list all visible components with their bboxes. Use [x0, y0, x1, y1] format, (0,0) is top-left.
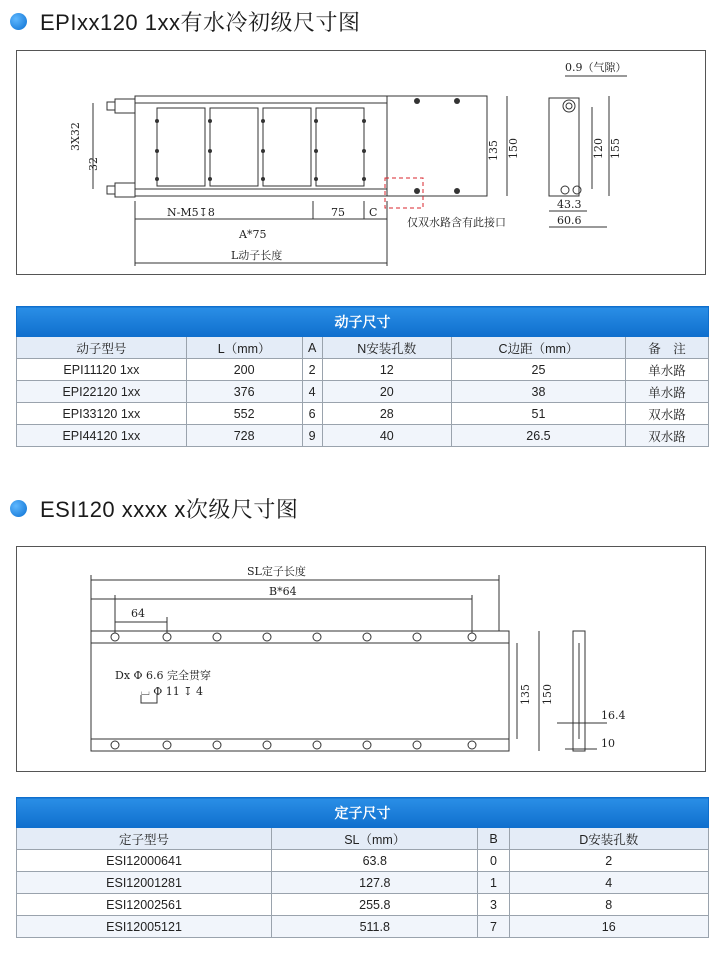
dim-120: 120 [592, 138, 605, 159]
header-cell: C边距（mm） [451, 337, 625, 359]
dim-150: 150 [507, 138, 520, 159]
dim-75: 75 [331, 206, 345, 219]
table-header-row [17, 337, 709, 359]
primary-drawing [16, 50, 706, 275]
dim-135: 135 [519, 684, 532, 705]
dim-60-6: 60.6 [557, 214, 582, 227]
header-cell: 备 注 [626, 337, 709, 359]
section2-title: ESI120 xxxx x次级尺寸图 [40, 496, 299, 522]
dim-155: 155 [609, 138, 622, 159]
mover-table [16, 306, 709, 447]
interface-note: 仅双水路含有此接口 [407, 216, 506, 229]
stator-table [16, 797, 709, 938]
section2-heading [10, 493, 298, 523]
table-row: ESI12000641 63.8 0 2 [17, 850, 709, 872]
hole-label: N-M5↧8 [167, 206, 215, 219]
dim-a75: A*75 [239, 228, 267, 241]
table-row: ESI12005121 511.8 7 16 [17, 916, 709, 938]
header-cell: L（mm） [186, 337, 302, 359]
table-row: EPI33120 1xx 552 6 28 51 双水路 [17, 403, 709, 425]
dim-c: C [369, 206, 378, 219]
dim-43-3: 43.3 [557, 198, 582, 211]
table-row: EPI22120 1xx 376 4 20 38 单水路 [17, 381, 709, 403]
dim-150: 150 [541, 684, 554, 705]
bullet-dot-icon [10, 13, 27, 30]
dim-135: 135 [487, 140, 500, 161]
mover-table-title: 动子尺寸 [17, 307, 709, 337]
secondary-drawing-svg [17, 547, 707, 773]
dim-b64: B*64 [269, 585, 297, 598]
bullet-dot-icon [10, 500, 27, 517]
table-row: EPI11120 1xx 200 2 12 25 单水路 [17, 359, 709, 381]
section1-title: EPIxx120 1xx有水冷初级尺寸图 [40, 9, 361, 35]
header-cell: 动子型号 [17, 337, 187, 359]
hole-spec-line1: Dx Φ 6.6 完全贯穿 [115, 669, 212, 682]
secondary-drawing [16, 546, 706, 772]
table-row: ESI12002561 255.8 3 8 [17, 894, 709, 916]
dim-64: 64 [131, 607, 145, 620]
stator-table-title: 定子尺寸 [17, 798, 709, 828]
table-header-row [17, 828, 709, 850]
hole-spec-line2: ⌴ Φ 11 ↧ 4 [141, 685, 204, 698]
dim-16-4: 16.4 [601, 709, 626, 722]
dim-32: 32 [87, 157, 100, 171]
primary-drawing-svg [17, 51, 707, 276]
header-cell: N安装孔数 [322, 337, 451, 359]
header-cell: SL（mm） [272, 828, 478, 850]
header-cell: 定子型号 [17, 828, 272, 850]
header-cell: D安装孔数 [509, 828, 709, 850]
header-cell: A [302, 337, 322, 359]
header-cell: B [478, 828, 509, 850]
dim-10: 10 [601, 737, 615, 750]
dim-3x32: 3X32 [69, 122, 82, 151]
section1-heading [10, 6, 361, 36]
dim-l: L动子长度 [231, 249, 283, 262]
gap-label: 0.9（气隙） [565, 61, 627, 74]
dim-sl: SL定子长度 [247, 565, 306, 578]
table-row: EPI44120 1xx 728 9 40 26.5 双水路 [17, 425, 709, 447]
table-row: ESI12001281 127.8 1 4 [17, 872, 709, 894]
